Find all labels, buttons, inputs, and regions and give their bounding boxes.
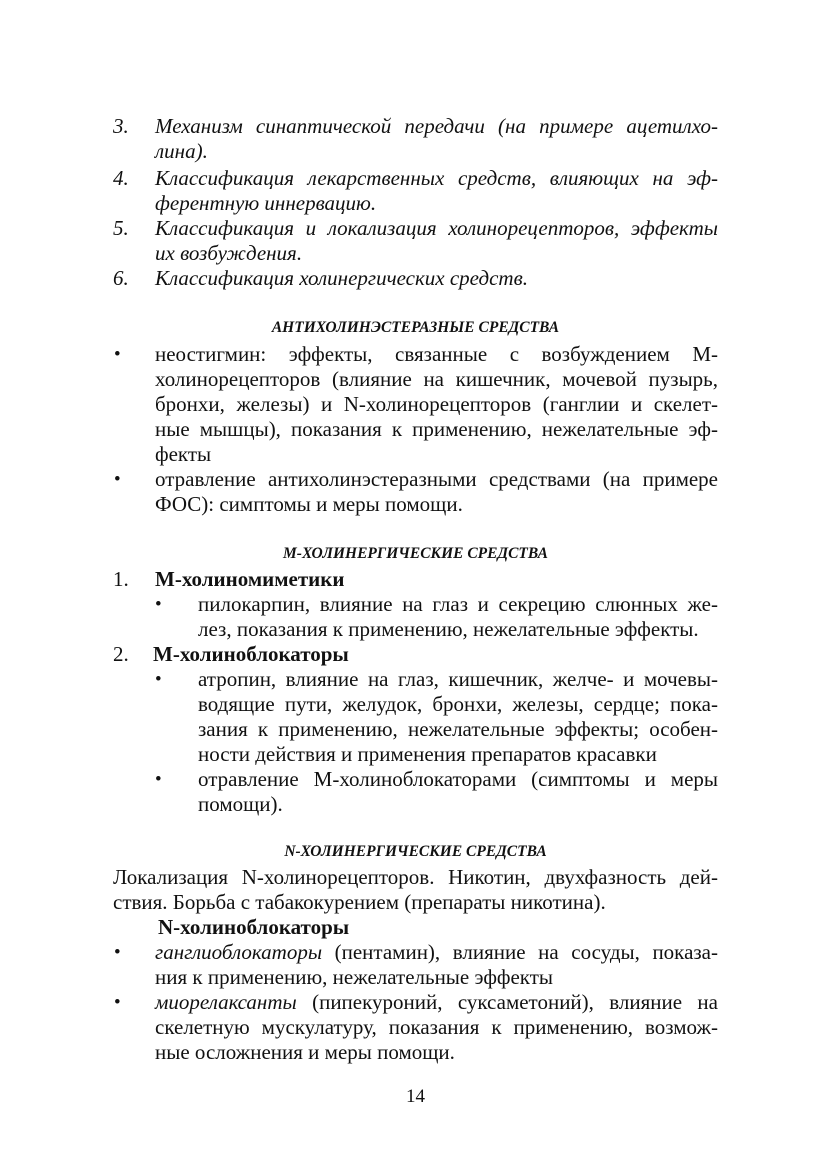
bullet-term: миорелаксанты [155, 990, 297, 1014]
bullet-icon: • [114, 469, 121, 490]
bullet-line: фекты [155, 442, 212, 466]
list-item-line: Классификация холинергических средств. [155, 266, 528, 290]
bullet-line: ния к применению, нежелательные эффекты [155, 965, 554, 989]
bullet-line: ФОС): симптомы и меры помощи. [155, 492, 463, 516]
bullet-line: холинорецепторов (влияние на кишечник, мочевой пузырь, [155, 367, 718, 391]
bullet-line [155, 990, 718, 1015]
bullet-line: ные осложнения и меры помощи. [155, 1040, 455, 1064]
bullet-line: атропин, влияние на глаз, кишечник, желче- и мочевы- [198, 667, 718, 691]
list-item-line: их возбуждения. [155, 241, 303, 265]
bullet-line: водящие пути, желудок, бронхи, железы, сердце; пока- [198, 692, 718, 716]
group-title: М-холиномиметики [155, 567, 345, 591]
section-heading: АНТИХОЛИНЭСТЕРАЗНЫЕ СРЕДСТВА [271, 319, 560, 336]
list-number: 4. [113, 166, 129, 190]
bullet-line [155, 940, 718, 965]
bullet-icon: • [114, 344, 121, 365]
list-item-line: лина). [155, 139, 208, 163]
bullet-line: ные мышцы), показания к применению, нежелательные эф- [155, 417, 718, 441]
list-item-line: ферентную иннервацию. [155, 191, 377, 215]
list-number: 6. [113, 266, 129, 290]
bullet-text: (пентамин), влияние на сосуды, показа- [322, 940, 718, 964]
group-number: 1. [113, 567, 129, 591]
bullet-icon: • [155, 594, 162, 615]
bullet-icon: • [114, 942, 121, 963]
bullet-text: (пипекуроний, суксаметоний), влияние на [296, 990, 718, 1014]
paragraph-line: ствия. Борьба с табакокурением (препараты никотина). [113, 890, 606, 914]
list-item-line: Классификация и локализация холинорецепторов, эффекты [155, 216, 718, 240]
bullet-line: помощи). [198, 792, 283, 816]
list-number: 3. [113, 114, 129, 138]
bullet-line: ности действия и применения препаратов красавки [198, 742, 657, 766]
paragraph-line: Локализация N-холинорецепторов. Никотин, двухфазность дей- [113, 865, 718, 889]
bullet-line: зания к применению, нежелательные эффекты; особен- [198, 717, 718, 741]
section-heading: N-ХОЛИНЕРГИЧЕСКИЕ СРЕДСТВА [284, 843, 547, 860]
bullet-line: лез, показания к применению, нежелательные эффекты. [198, 617, 699, 641]
list-number: 5. [113, 216, 129, 240]
bullet-line: отравление антихолинэстеразными средствами (на примере [155, 467, 718, 491]
bullet-term: ганглиоблокаторы [155, 940, 323, 964]
bullet-icon: • [114, 992, 121, 1013]
bullet-line: неостигмин: эффекты, связанные с возбуждением М- [155, 342, 718, 366]
section-heading: М-ХОЛИНЕРГИЧЕСКИЕ СРЕДСТВА [283, 545, 548, 562]
bullet-line: отравление М-холиноблокаторами (симптомы и меры [198, 767, 718, 791]
list-item-line: Механизм синаптической передачи (на примере ацетилхо- [155, 114, 718, 138]
bullet-icon: • [155, 669, 162, 690]
group-title: М-холиноблокаторы [153, 642, 349, 666]
list-item-line: Классификация лекарственных средств, влияющих на эф- [155, 166, 718, 190]
subsection-title: N-холиноблокаторы [158, 915, 350, 939]
bullet-line: пилокарпин, влияние на глаз и секрецию слюнных же- [198, 592, 718, 616]
group-number: 2. [113, 642, 129, 666]
bullet-line: бронхи, железы) и N-холинорецепторов (ганглии и скелет- [155, 392, 718, 416]
bullet-icon: • [155, 769, 162, 790]
bullet-line: скелетную мускулатуру, показания к применению, возмож- [155, 1015, 718, 1039]
page-number: 14 [406, 1086, 425, 1107]
